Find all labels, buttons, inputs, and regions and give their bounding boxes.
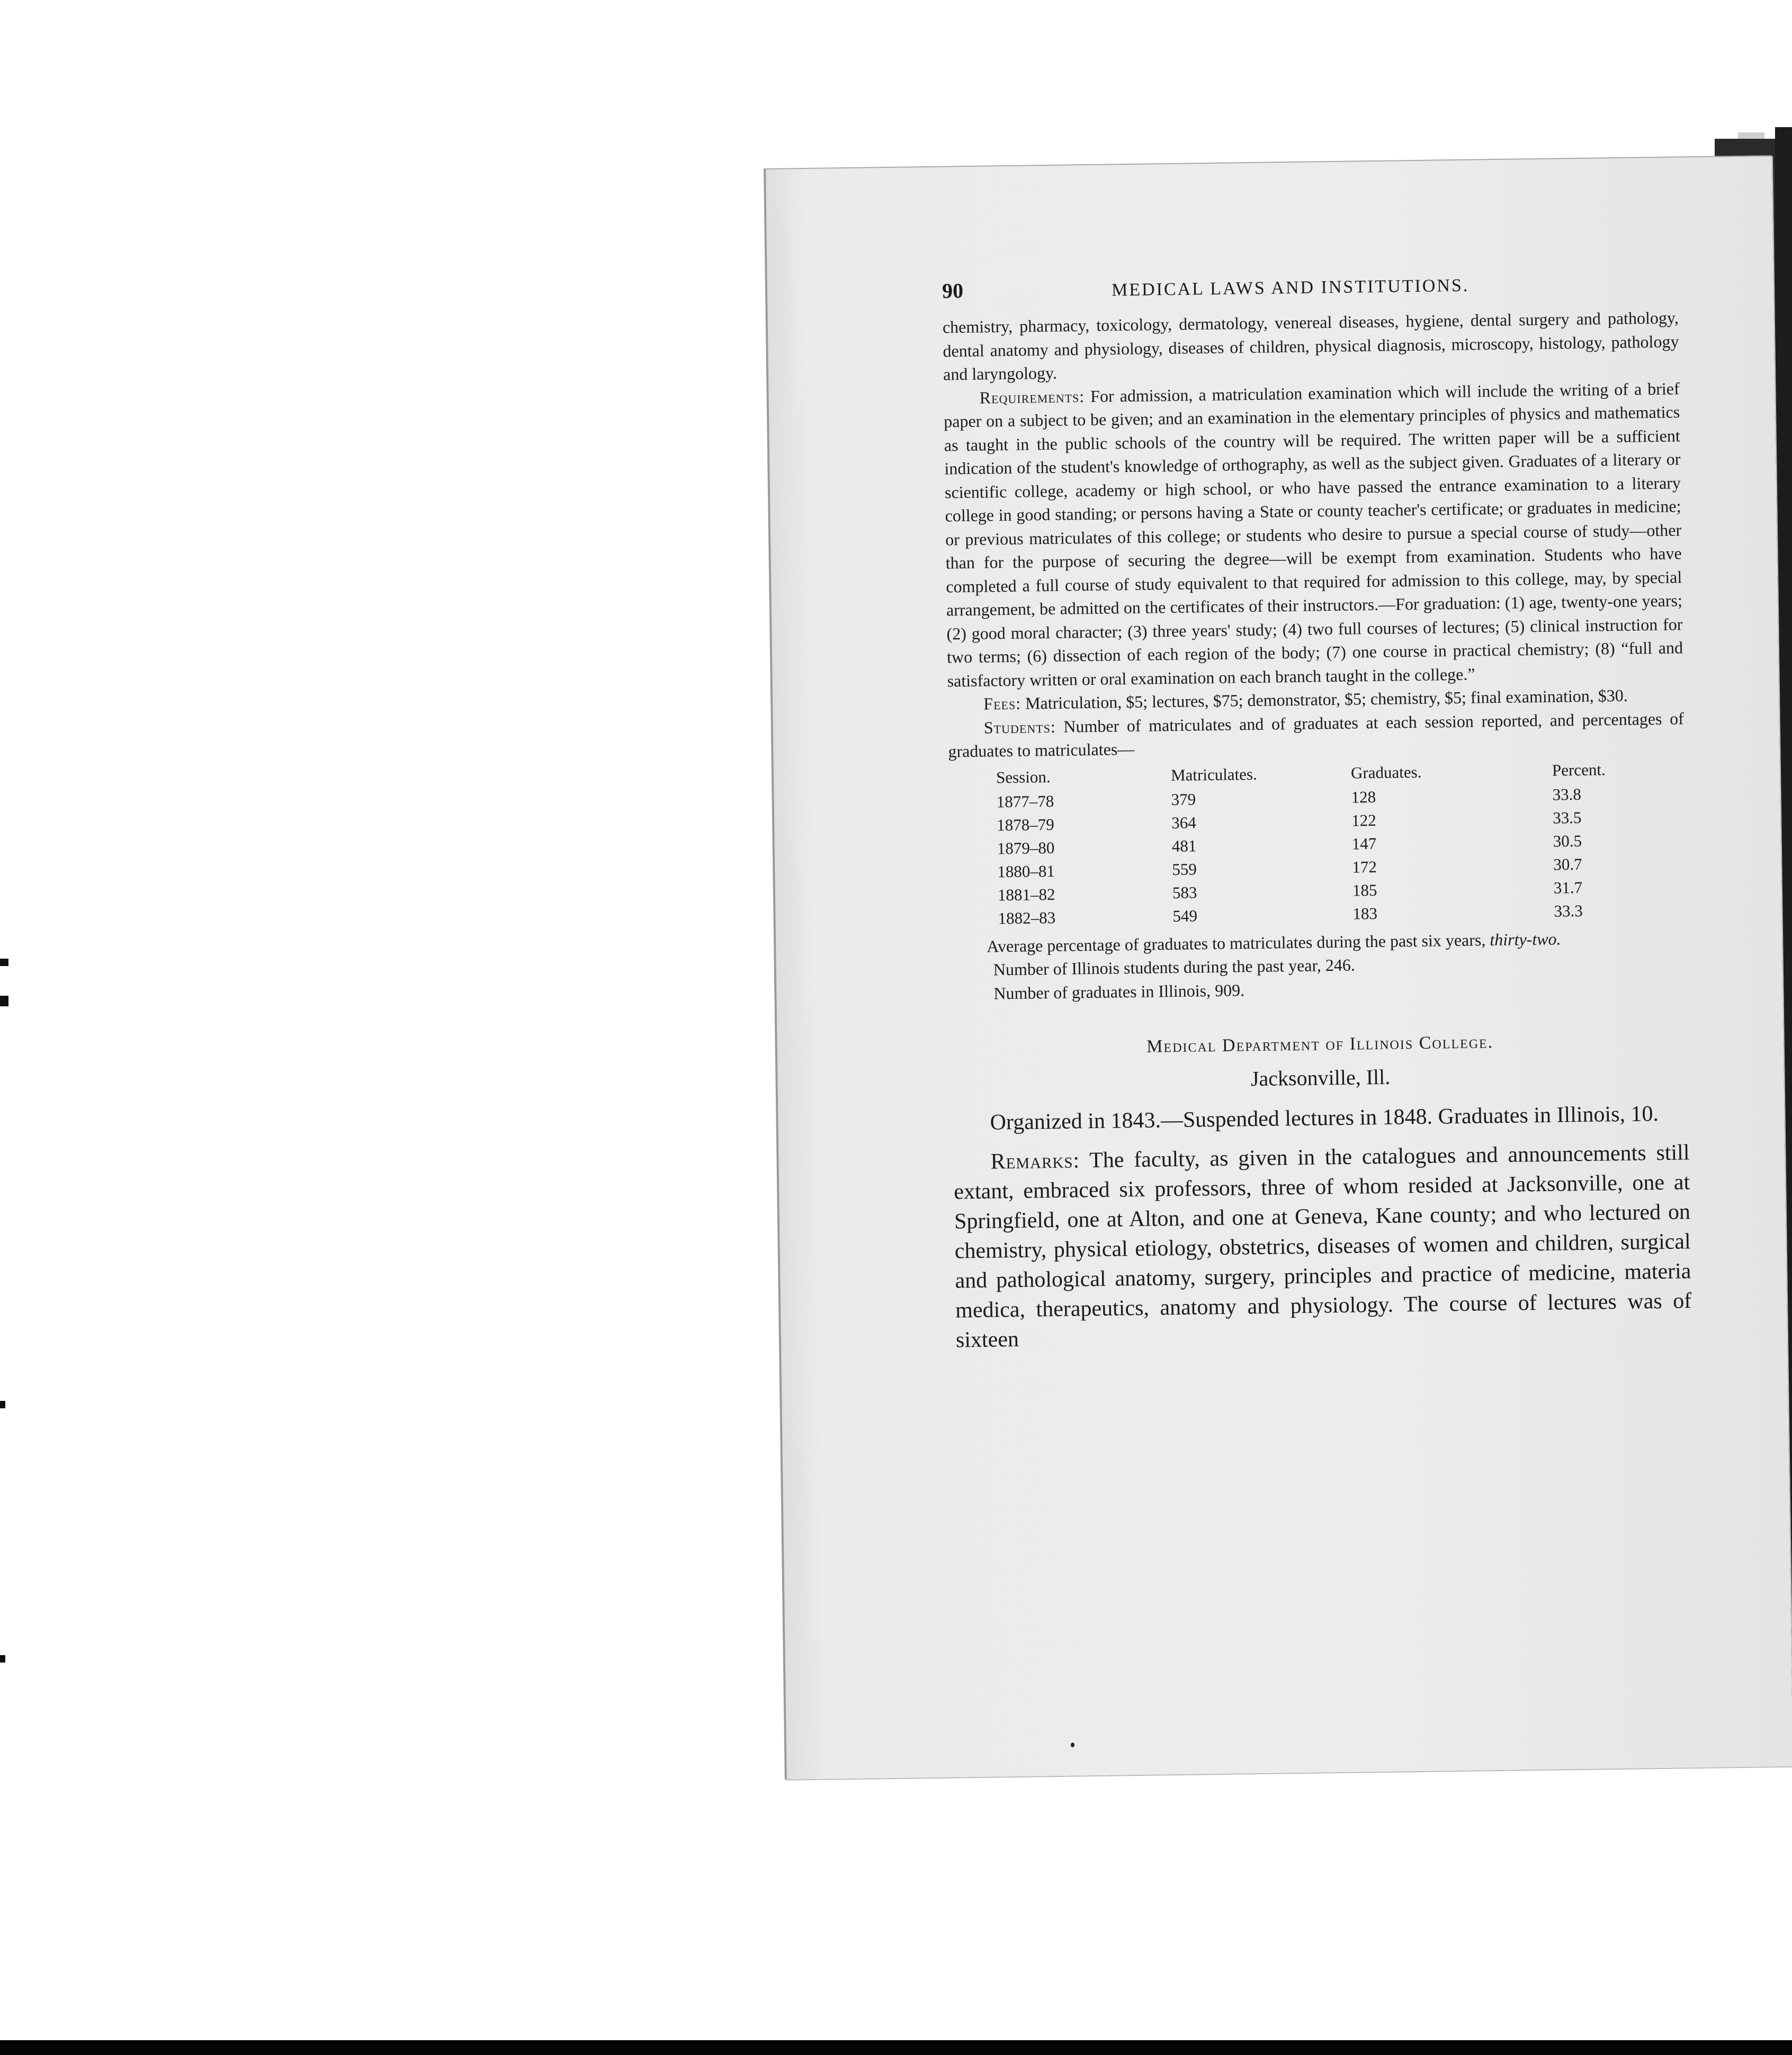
matriculates-cell: 559 <box>1172 859 1197 879</box>
statistics-table <box>996 757 1650 930</box>
section-heading: Medical Department of Illinois College. <box>1146 1032 1494 1057</box>
percent-cell: 30.7 <box>1553 854 1582 874</box>
remarks-paragraph <box>953 1138 1692 1355</box>
matriculates-cell: 364 <box>1171 812 1196 832</box>
students-text: Number of matriculates and of graduates at each session reported, and percentages of graduates to matriculates— <box>948 708 1684 761</box>
graduates-cell: 183 <box>1352 904 1378 923</box>
graduates-cell: 147 <box>1351 834 1377 853</box>
session-cell: 1877–78 <box>996 791 1054 811</box>
graduates-cell: 185 <box>1352 880 1377 900</box>
requirements-label: Requirements: <box>979 386 1085 407</box>
session-cell: 1879–80 <box>997 838 1055 857</box>
average-note-text: Average percentage of graduates to matriculates during the past six years, <box>987 930 1486 956</box>
column-header-matriculates: Matriculates. <box>1170 764 1257 784</box>
percent-cell: 33.5 <box>1552 808 1582 827</box>
film-edge-mark <box>0 1655 5 1663</box>
students-label: Students: <box>983 717 1056 737</box>
percent-cell: 33.8 <box>1552 784 1582 804</box>
page-number: 90 <box>942 279 964 303</box>
graduates-cell: 128 <box>1351 787 1376 807</box>
percent-cell: 30.5 <box>1553 831 1582 851</box>
section-location: Jacksonville, Ill. <box>1250 1065 1391 1091</box>
document-page <box>764 155 1792 1780</box>
students-paragraph <box>948 707 1685 763</box>
session-cell: 1880–81 <box>997 861 1055 881</box>
matriculates-cell: 379 <box>1171 789 1196 809</box>
page-content <box>942 269 1692 1355</box>
column-header-session: Session. <box>996 767 1051 787</box>
illinois-students-note: Number of Illinois students during the past year, 246. <box>993 955 1356 979</box>
average-note-value: thirty-two. <box>1490 928 1561 949</box>
intro-paragraph: chemistry, pharmacy, toxicology, dermatology, venereal diseases, hygiene, dental surgery and pathology, dental anatomy and physiology, diseases of children, physical diagnosis, microscopy, histology, pathology and laryngology. <box>942 308 1679 384</box>
organized-paragraph: Organized in 1843.—Suspended lectures in 1848. Graduates in Illinois, 10. <box>990 1102 1659 1135</box>
fees-label: Fees: <box>983 693 1022 713</box>
requirements-paragraph <box>943 377 1683 693</box>
matriculates-cell: 583 <box>1172 882 1197 902</box>
graduates-cell: 172 <box>1352 857 1377 877</box>
column-header-graduates: Graduates. <box>1350 762 1422 782</box>
film-edge-mark <box>0 959 8 966</box>
remarks-text: The faculty, as given in the catalogues and announcements still extant, embraced six professors, three of whom resided at Jacksonville, one at Springfield, one at Alton, and one at Geneva, Kane county; and who lectured on chemistry, physical etiology, obstetrics, diseases of women and children, surgical and pathological anatomy, surgery, principles and practice of medicine, materia medica, therapeutics, anatomy and physiology. The course of lectures was of sixteen <box>954 1140 1692 1353</box>
percent-cell: 33.3 <box>1554 901 1583 921</box>
film-bottom-edge <box>0 2040 1792 2055</box>
session-cell: 1882–83 <box>998 908 1056 927</box>
session-cell: 1878–79 <box>997 815 1054 834</box>
running-title: MEDICAL LAWS AND INSTITUTIONS. <box>1111 275 1470 300</box>
film-edge-mark <box>0 1401 5 1408</box>
matriculates-cell: 481 <box>1171 836 1197 855</box>
page-speck <box>1071 1743 1074 1747</box>
film-edge-mark <box>0 996 8 1006</box>
requirements-text: For admission, a matriculation examination which will include the writing of a brief paper on a subject to be given; and an examination in the elementary principles of physics and mathematics as taught in the public schools of the country will be required. The written paper will be a sufficient indication of the student's knowledge of orthography, as well as the subject given. Graduates of a literary or scientific college, academy or high school, or who have passed the entrance examination to a literary college in good standing; or persons having a State or county teacher's certificate; or graduates in medicine; or previous matriculates of this college; or students who desire to pursue a special course of study—other than for the purpose of securing the degree—will be exempt from examination. Students who have completed a full course of study equivalent to that required for admission to this college, may, by special arrangement, be admitted on the certificates of their instructors.—For graduation: (1) age, twenty-one years; (2) good moral character; (3) three years' study; (4) two full courses of lectures; (5) clinical instruction for two terms; (6) dissection of each region of the body; (7) one course in practical chemistry; (8) “full and satisfactory written or oral examination on each branch taught in the college.” <box>944 378 1683 691</box>
matriculates-cell: 549 <box>1172 906 1198 925</box>
session-cell: 1881–82 <box>997 884 1055 904</box>
graduates-cell: 122 <box>1351 810 1376 830</box>
remarks-label: Remarks: <box>990 1148 1080 1174</box>
percent-cell: 31.7 <box>1553 878 1583 897</box>
fees-text: Matriculation, $5; lectures, $75; demonstrator, $5; chemistry, $5; final examination, $30. <box>1025 685 1628 713</box>
illinois-graduates-note: Number of graduates in Illinois, 909. <box>993 980 1245 1003</box>
column-header-percent: Percent. <box>1552 760 1606 780</box>
